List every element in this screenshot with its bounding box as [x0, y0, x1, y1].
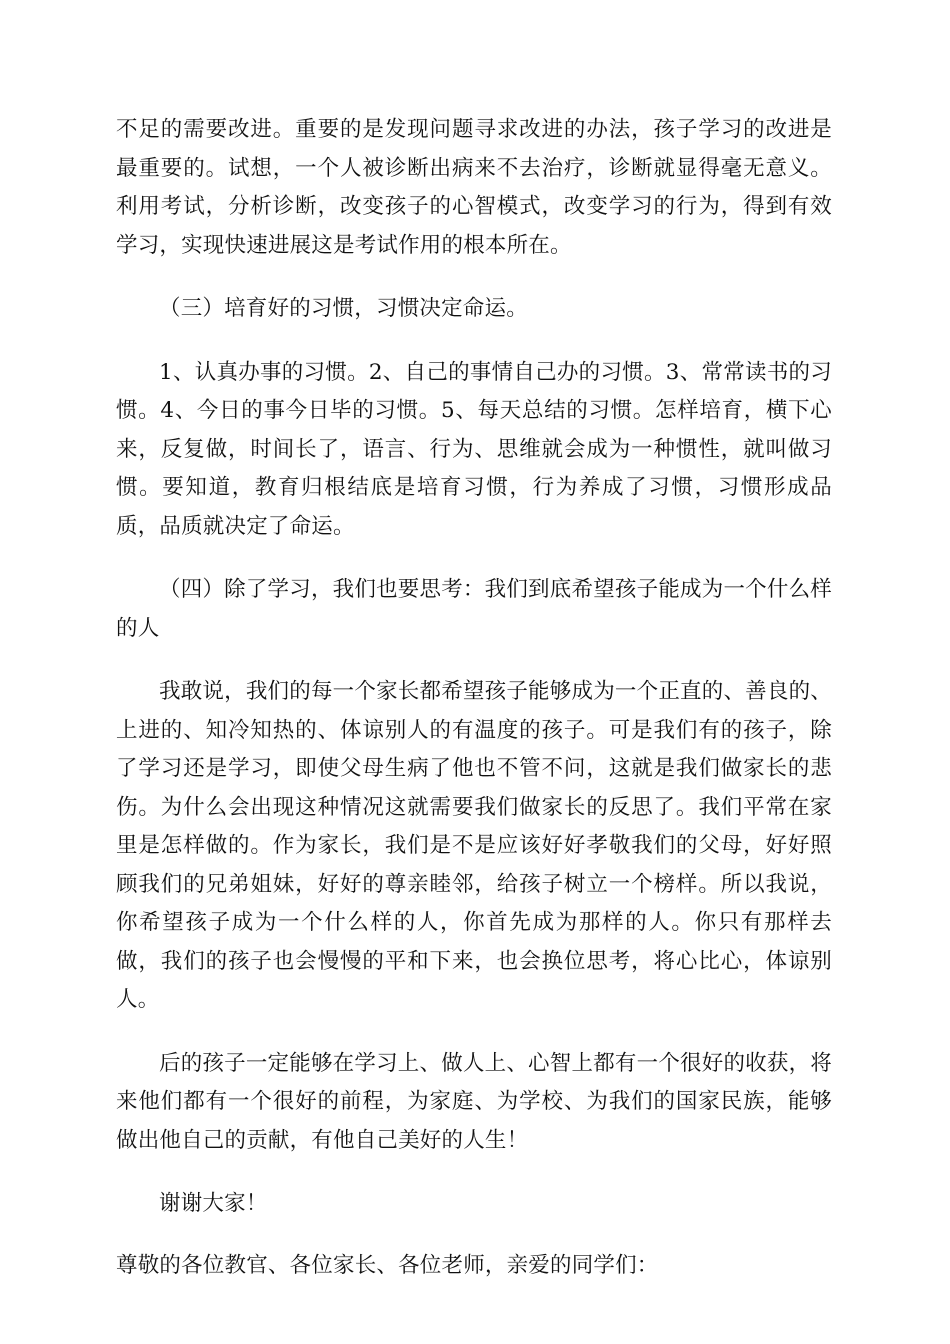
heading-section-three: （三）培育好的习惯，习惯决定命运。 [159, 296, 528, 321]
document-page [116, 111, 832, 1285]
paragraph-parent-reflection: 我敢说，我们的每一个家长都希望孩子能够成为一个正直的、善良的、上进的、知冷知热的、体谅别人的有温度的孩子。可是我们有的孩子，除了学习还是学习，即使父母生病了他也不管不问，这就是我们做家长的悲伤。为什么会出现这种情况这就需要我们做家长的反思了。我们平常在家里是怎样做的。作为家长，我们是不是应该好好孝敬我们的父母，好好照顾我们的兄弟姐妹，好好的尊亲睦邻，给孩子树立一个榜样。所以我说，你希望孩子成为一个什么样的人，你首先成为那样的人。你只有那样去做，我们的孩子也会慢慢的平和下来，也会换位思考，将心比心，体谅别人。 [116, 679, 832, 1012]
paragraph-closing-wish: 后的孩子一定能够在学习上、做人上、心智上都有一个很好的收获，将来他们都有一个很好的前程，为家庭、为学校、为我们的国家民族，能够做出他自己的贡献，有他自己美好的人生！ [116, 1050, 832, 1153]
paragraph-salutation: 尊敬的各位教官、各位家长、各位老师，亲爱的同学们： [116, 1252, 659, 1278]
heading-section-four: （四）除了学习，我们也要思考：我们到底希望孩子能成为一个什么样的人 [116, 577, 832, 641]
paragraph-habits-list: 1、认真办事的习惯。2、自己的事情自己办的习惯。3、常常读书的习惯。4、今日的事今日毕的习惯。5、每天总结的习惯。怎样培育，横下心来，反复做，时间长了，语言、行为、思维就会成为一种惯性，就叫做习惯。要知道，教育归根结底是培育习惯，行为养成了习惯，习惯形成品质，品质就决定了命运。 [116, 359, 832, 539]
paragraph-exam-improvement: 不足的需要改进。重要的是发现问题寻求改进的办法，孩子学习的改进是最重要的。试想，一个人被诊断出病来不去治疗，诊断就显得毫无意义。利用考试，分析诊断，改变孩子的心智模式，改变学习的行为，得到有效学习，实现快速进展这是考试作用的根本所在。 [116, 117, 832, 258]
paragraph-thanks: 谢谢大家！ [159, 1191, 268, 1216]
